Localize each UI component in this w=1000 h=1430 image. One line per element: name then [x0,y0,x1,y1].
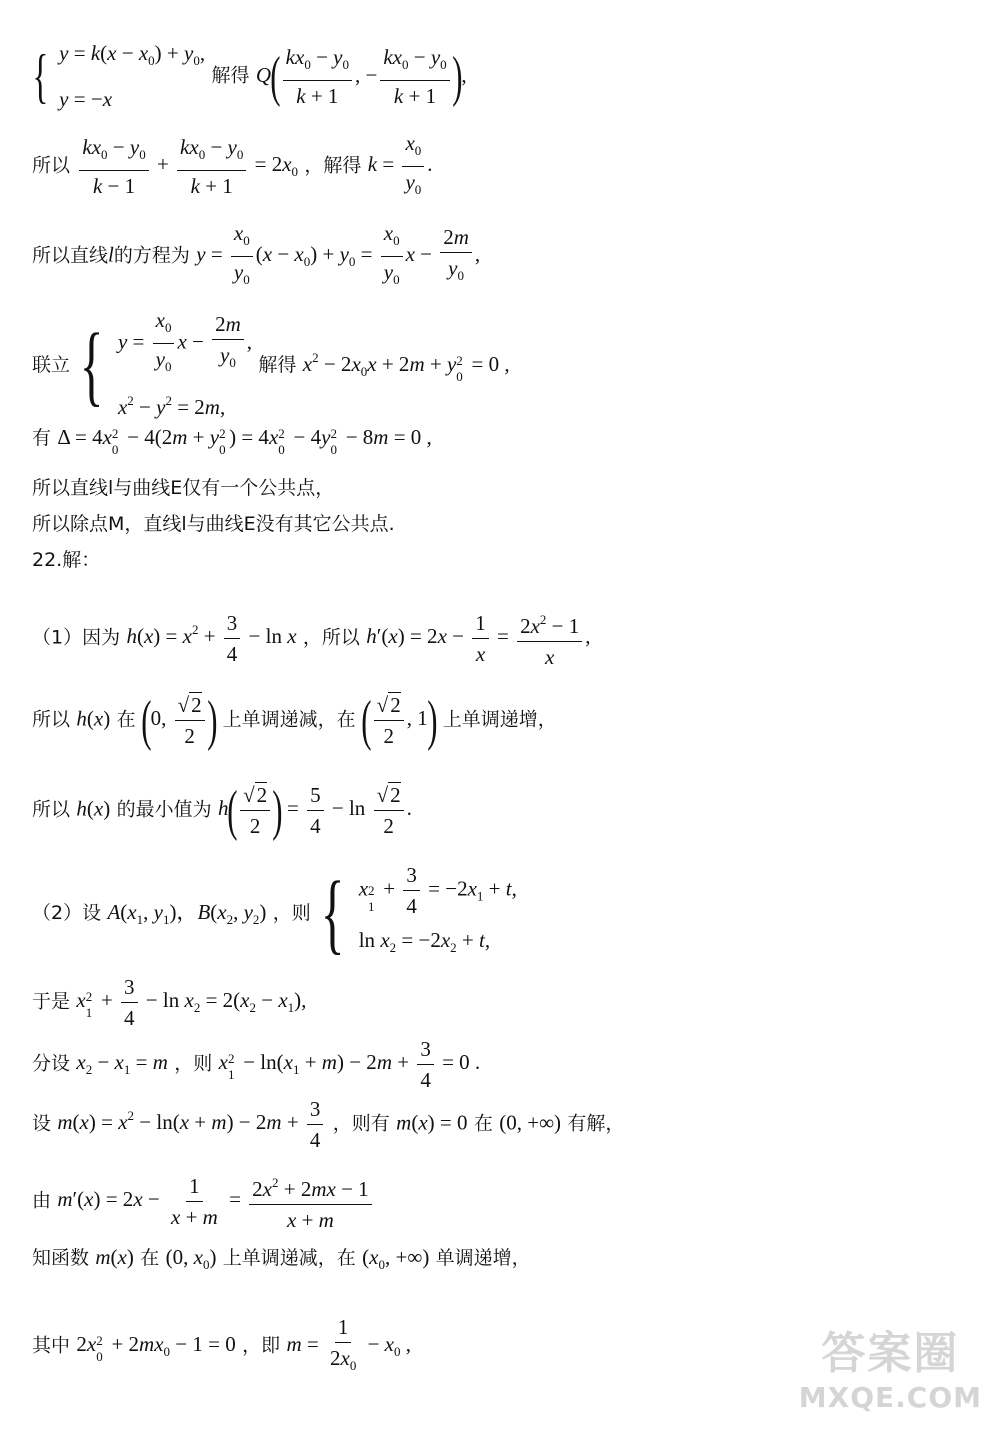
line-monotonic: 所以 h(x) 在 (0, $\frac{√2}{2}$ ) 上单调递减，在 ( $\frac{√2}{2}$ , 1) 上单调递增， [32,689,557,752]
text-jiede2: ，解得 [304,154,362,177]
text-suoyi3: 所以 [32,708,71,731]
text-zai3: 在 [140,1247,160,1269]
text-ze: ，则 [272,902,311,924]
text-she: 设 [32,1112,52,1135]
math-qizhong: 2x 2 0 + $2mx_0 - 1 = 0$ [76,1332,236,1365]
math-delta: Δ = 4x 2 0 − 4(2m + y 2 0 ) = 4x 2 0 − 4y 2 0 − 8m = 0 , [57,425,432,457]
math-int-b: ($x_0$, +∞) [362,1245,430,1272]
math-yushi: x 2 1 + $\frac{3}{4}$ − $\ln x_2 = 2(x_2 - x_1)$, [76,988,306,1012]
left-brace-2: { [80,315,104,415]
math-interval-2: ( $\frac{√2}{2}$ , 1) [361,689,438,752]
equation-system-3: x 2 1 + $\frac{3}{4}$ = $-2x_1 + t$, $\ln x_2 = -2x_2 + t$, [359,860,517,967]
line-fenshe [32,1034,980,1095]
text-part1: （1）因为 [32,626,121,649]
left-brace-3: { [320,863,345,963]
line-part2 [32,860,980,967]
watermark-url: MXQE.COM [798,1381,982,1414]
math-mx-zero: m(x) = 0 [396,1110,468,1135]
line-part1 [32,605,980,672]
text-jiede3: 解得 [258,354,297,376]
math-interval-1: (0, $\frac{√2}{2}$ ) [141,689,218,752]
math-quadratic: $x^2 - 2x_0x + 2m + y$ 2 0 = 0 , [302,350,510,384]
line-system-q [32,34,980,118]
text-yushi: 于是 [32,990,71,1013]
math-line-l: y = $\frac{x_0}{y_0}$ $(x - x_0) + y_0$ = $\frac{x_0}{y_0}$ x − $\frac{2m}{y_0}$ , [196,242,480,266]
math-fenshe: x 2 1 − $\ln(x_1 + m) - 2m$ + $\frac{3}{4}$ = 0 . [219,1050,481,1074]
text-zai: 在 [116,708,136,731]
text-jiede: 解得 [211,64,250,87]
line-yushi [32,972,980,1033]
text-22-jie: 22.解： [32,549,101,571]
text-increasing2: 单调递增， [435,1247,531,1269]
text-suoyi4: 所以 [32,798,71,821]
left-brace: { [32,43,49,109]
text-qizhong: 其中 [32,1334,71,1357]
text-suoyi: 所以 [32,154,71,177]
text-increasing: 上单调递增， [442,708,557,731]
text-decreasing2: 上单调递减，在 [222,1247,356,1269]
line-no-other-point [32,510,980,537]
math-k-value: k = $\frac{x_0}{y_0}$ . [368,152,433,176]
text-you: 有 [32,427,52,449]
text-lianli: 联立 [32,354,71,376]
text-zai2: 在 [473,1112,493,1135]
equation-system-2: y = $\frac{x_0}{y_0}$ x − $\frac{2m}{y_0}$ , $x^2 - y^2 = 2m$, [118,305,252,426]
text-decreasing: 上单调递减，在 [222,708,356,731]
text-zeyou: ，则有 [332,1112,390,1135]
line-discriminant [32,424,980,457]
text-one-point: 所以直线l与曲线E仅有一个公共点， [32,477,335,499]
text-you2: 由 [32,1189,52,1212]
math-q-point: Q( $\frac{kx_0 - y_0}{k + 1}$ , − $\frac{kx_0 - y_0}{k + 1}$ ), [256,63,467,87]
math-m-def: $x_2 - x_1 = m$ [76,1050,168,1078]
text-part2: （2）设 [32,902,102,924]
text-ze2: ，则 [174,1052,213,1075]
math-min: h( $\frac{√2}{2}$ ) = $\frac{5}{4}$ − ln $\frac{√2}{2}$ . [217,779,412,842]
math-h-prime: h′(x) = 2x − $\frac{1}{x}$ = $\frac{2x^2 - 1}{x}$ , [366,624,590,648]
line-zhi: 知函数 m(x) 在 (0, $x_0$) 上单调递减，在 ($x_0$, +∞) 单调递增， [32,1245,531,1272]
line-define-m [32,1094,980,1155]
math-domain: (0, +∞) [499,1110,562,1135]
text-suoyi2: ，所以 [302,626,360,649]
text-min-value: 的最小值为 [116,798,212,821]
math-m-prime: m′(x) = 2x − $\frac{1}{x + m}$ = $\frac{2x^2 + 2mx - 1}{x + m}$ [57,1187,374,1211]
line-equation-l: 所以直线l的方程为 y = $\frac{x_0}{y_0}$ $(x - x_0) + y_0$ = $\frac{x_0}{y_0}$ x − $\frac{2m}{y_0}$ , [32,218,980,295]
line-lianli [32,305,980,426]
math-int-a: (0, $x_0$) [165,1245,217,1272]
text-fangcheng: 的方程为 [113,244,190,267]
math-mx: $m(x) = x^2 - \ln(x + m) - 2m$ + $\frac{3}{4}$ [57,1110,326,1134]
text-no-other: 所以除点M，直线l与曲线E没有其它公共点. [32,513,395,535]
line-one-common-point [32,474,980,501]
math-h: $h(x) = x^2$ + $\frac{3}{4}$ − ln x [126,624,296,648]
text-youjie: 有解， [567,1112,625,1135]
math-points: $A(x_1$, $y_1$)，$B(x_2$, $y_2$) [107,900,267,927]
math-m-expr: m = $\frac{1}{2x_0}$ − $x_0$ , [286,1332,411,1356]
line-22 [32,546,980,573]
text-ji: ，即 [242,1334,281,1357]
line-minimum: 所以 h(x) 的最小值为 h( $\frac{√2}{2}$ ) = $\frac{5}{4}$ − ln $\frac{√2}{2}$ . [32,779,412,842]
watermark-logo: 答案圈 [821,1328,960,1379]
text-line-l: 所以直线 [32,244,109,267]
line-solve-k [32,128,980,205]
text-zhihanshu: 知函数 [32,1247,90,1269]
watermark [799,1317,982,1414]
equation-system: $y = k(x - x_0) + y_0$, y = −x [59,41,206,111]
line-derivative [32,1168,980,1235]
math-k-sum: $\frac{kx_0 - y_0}{k - 1}$ + $\frac{kx_0 - y_0}{k + 1}$ = $2x_0$ [76,152,298,176]
text-fenshe: 分设 [32,1052,71,1075]
